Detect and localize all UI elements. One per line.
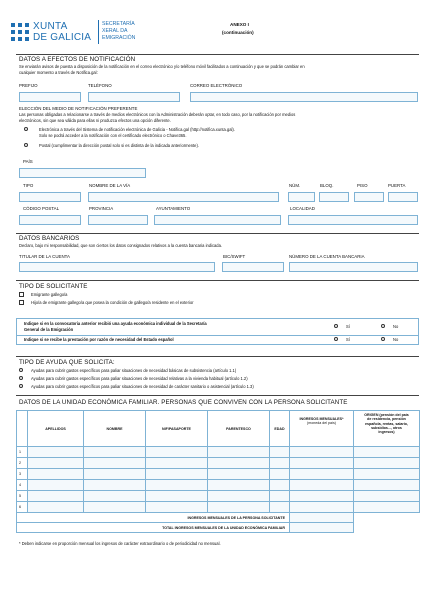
- header-name: NOMBRE: [84, 411, 146, 447]
- id-cell[interactable]: [146, 447, 208, 458]
- question-2-yes-radio[interactable]: [334, 337, 338, 341]
- family-table-header: [17, 411, 420, 447]
- aid-rule: [16, 356, 419, 357]
- logo-line-2: DE GALICIA: [33, 32, 92, 43]
- street-input[interactable]: [88, 192, 279, 202]
- question-2-yes-label: Sí: [346, 337, 350, 342]
- bic-input[interactable]: [222, 262, 284, 272]
- income-cell[interactable]: [290, 491, 354, 502]
- applicant-rule: [16, 280, 419, 281]
- type-input[interactable]: [19, 192, 81, 202]
- family-footnote: * Deben indicarse en proporción mensual los ingresos de carácter extraordinario o de periodicidad no mensual.: [19, 541, 221, 546]
- number-input[interactable]: [288, 192, 315, 202]
- row-number: 4: [17, 480, 28, 491]
- id-cell[interactable]: [146, 458, 208, 469]
- email-label: CORREO ELECTRÓNICO: [190, 83, 243, 88]
- block-input[interactable]: [319, 192, 349, 202]
- income-cell[interactable]: [290, 458, 354, 469]
- phone-input[interactable]: [88, 92, 180, 102]
- relation-cell[interactable]: [208, 502, 270, 513]
- xunta-emblem-icon: [9, 21, 31, 43]
- header-income-line-2: (moneda del país): [307, 421, 336, 425]
- floor-input[interactable]: [354, 192, 384, 202]
- bic-label: BIC/SWIFT: [223, 254, 246, 259]
- applicant-title: TIPO DE SOLICITANTE: [19, 283, 88, 290]
- aid-option-2: Ayudas para cubrir gastos específicos para paliar situaciones de necesidad relativas a la vivienda habitual (artículo 1.2): [31, 376, 248, 381]
- aid-title: TIPO DE AYUDA QUE SOLICITA:: [19, 359, 115, 366]
- method-note-2: electrónicos, sin que sea válida para ellas ni produzca efectos una opción diferente.: [19, 118, 171, 123]
- relation-cell[interactable]: [208, 469, 270, 480]
- income-cell[interactable]: [290, 469, 354, 480]
- total-unit-spacer: [354, 523, 420, 533]
- origin-cell[interactable]: [354, 458, 420, 469]
- table-row: [17, 469, 420, 480]
- family-rule: [16, 395, 419, 396]
- surnames-cell[interactable]: [28, 491, 84, 502]
- name-cell[interactable]: [84, 447, 146, 458]
- total-applicant-label: INGRESOS MENSUALES DE LA PERSONA SOLICITANTE: [17, 513, 290, 523]
- total-applicant-input[interactable]: [290, 513, 354, 523]
- prefix-input[interactable]: [19, 92, 81, 102]
- council-label: AYUNTAMIENTO: [156, 206, 191, 211]
- country-label: PAÍS: [23, 159, 33, 164]
- id-cell[interactable]: [146, 469, 208, 480]
- header-origin-line-5: ingresos): [378, 430, 395, 435]
- age-cell[interactable]: [270, 469, 290, 480]
- header-income: [290, 411, 354, 447]
- annex-title: ANEXO I: [230, 22, 249, 27]
- header-origin-line-2: de residencia, pensión: [367, 417, 406, 422]
- postcode-label: CÓDIGO POSTAL: [23, 206, 60, 211]
- postal-option: Postal (cumplimentar la dirección postal solo si es distinta de la indicada anteriormente).: [39, 143, 199, 148]
- name-cell[interactable]: [84, 480, 146, 491]
- name-cell[interactable]: [84, 458, 146, 469]
- question-1-yes-label: Sí: [346, 324, 350, 329]
- notification-rule: [16, 54, 419, 55]
- header-origin-line-4: subsidios..., otros: [371, 425, 402, 430]
- income-cell[interactable]: [290, 447, 354, 458]
- surnames-cell[interactable]: [28, 480, 84, 491]
- aid-option-2-radio[interactable]: [19, 376, 23, 380]
- header-index: [17, 411, 28, 447]
- question-2: Indique si se recibe la prestación por razón de necesidad del Estado español: [24, 337, 174, 342]
- table-row: [17, 502, 420, 513]
- aid-option-1: Ayudas para cubrir gastos específicos para paliar situaciones de necesidad básicas de subsistencia (artículo 1.1): [31, 368, 237, 373]
- aid-option-3: Ayudas para cubrir gastos específicos para paliar situaciones de necesidad de carácter sanitario o asistencial (artículo 1.3): [31, 384, 254, 389]
- bank-title: DATOS BANCARIOS: [19, 235, 80, 242]
- origin-cell[interactable]: [354, 480, 420, 491]
- electronic-notification-radio[interactable]: [24, 127, 28, 131]
- origin-cell[interactable]: [354, 491, 420, 502]
- age-cell[interactable]: [270, 480, 290, 491]
- table-row: [17, 447, 420, 458]
- locality-label: LOCALIDAD: [290, 206, 315, 211]
- age-cell[interactable]: [270, 502, 290, 513]
- total-applicant-row: [17, 513, 420, 523]
- relation-cell[interactable]: [208, 458, 270, 469]
- total-unit-input[interactable]: [290, 523, 354, 533]
- bank-rule: [16, 233, 419, 234]
- holder-label: TITULAR DE LA CUENTA: [19, 254, 70, 259]
- province-label: PROVINCIA: [89, 206, 114, 211]
- prefix-label: PREFIJO: [19, 83, 38, 88]
- id-cell[interactable]: [146, 491, 208, 502]
- header-origin: [354, 411, 420, 447]
- surnames-cell[interactable]: [28, 447, 84, 458]
- surnames-cell[interactable]: [28, 458, 84, 469]
- age-cell[interactable]: [270, 491, 290, 502]
- total-unit-label: TOTAL INGRESOS MENSUALES DE LA UNIDAD ECONÓMICA FAMILIAR: [17, 523, 290, 533]
- country-input[interactable]: [19, 168, 146, 178]
- row-number: 1: [17, 447, 28, 458]
- table-row: [17, 491, 420, 502]
- floor-label: PISO: [357, 183, 368, 188]
- email-input[interactable]: [190, 92, 418, 102]
- dept-line-1: SECRETARÍA: [102, 21, 135, 27]
- total-applicant-spacer: [354, 513, 420, 523]
- applicant-emigrant-checkbox[interactable]: [19, 292, 24, 297]
- question-2-no-label: No: [393, 337, 399, 342]
- header-origin-line-3: española, rentas, salario,: [365, 421, 408, 426]
- door-label: PUERTA: [388, 183, 406, 188]
- postal-notification-radio[interactable]: [24, 143, 28, 147]
- origin-cell[interactable]: [354, 502, 420, 513]
- notification-title: DATOS A EFECTOS DE NOTIFICACIÓN: [19, 56, 136, 63]
- header-surnames: APELLIDOS: [28, 411, 84, 447]
- question-2-no-radio[interactable]: [381, 337, 385, 341]
- question-1-line-2: General de la Emigración: [24, 327, 74, 332]
- bank-declaration: Declaro, bajo mi responsabilidad, que son ciertos los datos consignados relativos a la cuenta bancaria indicada.: [19, 243, 222, 248]
- income-cell[interactable]: [290, 480, 354, 491]
- age-cell[interactable]: [270, 447, 290, 458]
- type-label: TIPO: [23, 183, 34, 188]
- dept-line-3: EMIGRACIÓN: [102, 35, 136, 41]
- name-cell[interactable]: [84, 469, 146, 480]
- questions-divider: [16, 335, 419, 336]
- aid-option-3-radio[interactable]: [19, 384, 23, 388]
- age-cell[interactable]: [270, 458, 290, 469]
- question-1-no-radio[interactable]: [381, 324, 385, 328]
- aid-option-1-radio[interactable]: [19, 368, 23, 372]
- logo-divider: [98, 20, 99, 44]
- surnames-cell[interactable]: [28, 502, 84, 513]
- header-relation: PARENTESCO: [208, 411, 270, 447]
- id-cell[interactable]: [146, 480, 208, 491]
- notification-intro-2: cualquier momento a través de Notifica.gal:: [19, 70, 98, 75]
- phone-label: TELÉFONO: [88, 83, 112, 88]
- applicant-child-checkbox[interactable]: [19, 300, 24, 305]
- xunta-logo: [9, 20, 109, 44]
- header-id: NIF/PASAPORTE: [146, 411, 208, 447]
- account-input[interactable]: [289, 262, 418, 272]
- notification-intro-1: Se enviarán avisos de puesta a disposición de la notificación en el correo electrónico y/o teléfono móvil facilitados a continuación y que se podrán cambiar en: [19, 64, 305, 69]
- header-origin-line-1: ORIGEN (pensión del país: [364, 413, 409, 417]
- row-number: 2: [17, 458, 28, 469]
- header-income-line-1: INGRESOS MENSUALES*: [299, 417, 344, 421]
- street-label: NOMBRE DE LA VÍA: [89, 183, 131, 188]
- relation-cell[interactable]: [208, 480, 270, 491]
- origin-cell[interactable]: [354, 447, 420, 458]
- account-label: NÚMERO DE LA CUENTA BANCARIA: [289, 254, 365, 259]
- locality-input[interactable]: [288, 215, 418, 225]
- applicant-option-2: Hijo/a de emigrante gallego/a que posea la condición de gallego/a residente en el exterior: [31, 300, 194, 305]
- family-title: DATOS DE LA UNIDAD ECONÓMICA FAMILIAR. PERSONAS QUE CONVIVEN CON LA PERSONA SOLICITANTE: [19, 399, 348, 406]
- dept-line-2: XERAL DA: [102, 28, 128, 34]
- block-label: BLOQ.: [320, 183, 334, 188]
- question-1-line-1: Indique si en la convocatoria anterior recibió una ayuda económica individual de la Secretaría: [24, 321, 207, 326]
- postcode-input[interactable]: [19, 215, 81, 225]
- electronic-option-line-2: Solo se podrá acceder a la notificación con el certificado electrónico o Chave365.: [39, 133, 187, 138]
- name-cell[interactable]: [84, 502, 146, 513]
- number-label: NÚM.: [289, 183, 301, 188]
- annex-subtitle: (continuación): [222, 30, 254, 35]
- table-row: [17, 480, 420, 491]
- holder-input[interactable]: [19, 262, 215, 272]
- surnames-cell[interactable]: [28, 469, 84, 480]
- electronic-option-line-1: Electrónica a través del Sistema de notificación electrónica de Galicia - Notifica.gal (http://notifica.xunta.gal).: [39, 127, 235, 132]
- row-number: 5: [17, 491, 28, 502]
- method-title: ELECCIÓN DEL MEDIO DE NOTIFICACIÓN PREFERENTE: [19, 106, 138, 111]
- question-1-no-label: No: [393, 324, 399, 329]
- relation-cell[interactable]: [208, 491, 270, 502]
- relation-cell[interactable]: [208, 447, 270, 458]
- family-table: [16, 410, 420, 533]
- id-cell[interactable]: [146, 502, 208, 513]
- name-cell[interactable]: [84, 491, 146, 502]
- door-input[interactable]: [388, 192, 418, 202]
- total-unit-row: [17, 523, 420, 533]
- province-input[interactable]: [88, 215, 148, 225]
- row-number: 3: [17, 469, 28, 480]
- logo-line-1: XUNTA: [33, 21, 68, 32]
- row-number: 6: [17, 502, 28, 513]
- question-1-yes-radio[interactable]: [334, 324, 338, 328]
- council-input[interactable]: [154, 215, 281, 225]
- header-age: EDAD: [270, 411, 290, 447]
- table-row: [17, 458, 420, 469]
- applicant-option-1: Emigrante gallego/a: [31, 292, 68, 297]
- method-note-1: Las personas obligadas a relacionarse a través de medios electrónicos con la Administración deberán optar, en todo caso, por la notificación por medios: [19, 112, 296, 117]
- origin-cell[interactable]: [354, 469, 420, 480]
- income-cell[interactable]: [290, 502, 354, 513]
